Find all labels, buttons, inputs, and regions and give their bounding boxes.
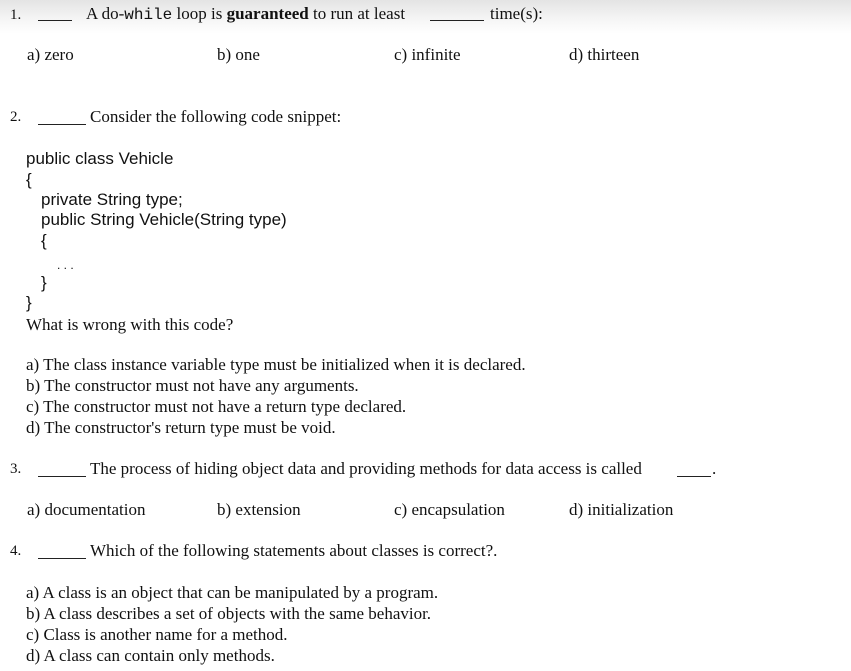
- q1-option-a: a) zero: [27, 45, 74, 64]
- q2-number: 2.: [10, 109, 22, 125]
- q2-question: What is wrong with this code?: [26, 315, 234, 334]
- code-line-6: . . .: [57, 258, 74, 272]
- q1-prefix: A do-: [86, 4, 125, 23]
- q3-tail: .: [712, 459, 717, 478]
- q4-answer-blank: [38, 544, 86, 559]
- q1-answer-blank: [38, 6, 72, 21]
- q3-fill-blank: [677, 462, 711, 477]
- q3-option-d: d) initialization: [569, 500, 674, 519]
- q4-option-a: a) A class is an object that can be manipulated by a program.: [26, 583, 439, 602]
- q4-option-c: c) Class is another name for a method.: [26, 625, 288, 644]
- code-line-2: {: [26, 170, 32, 189]
- q4-option-b: b) A class describes a set of objects with the same behavior.: [26, 604, 432, 623]
- q4-option-d: d) A class can contain only methods.: [26, 646, 275, 665]
- code-line-3: private String type;: [41, 190, 183, 209]
- q1-option-d: d) thirteen: [569, 45, 640, 64]
- q1-middle: loop is: [172, 4, 227, 23]
- q3-option-c: c) encapsulation: [394, 500, 505, 519]
- q3-number: 3.: [10, 461, 22, 477]
- q1-suffix: to run at least: [308, 4, 406, 23]
- q1-fill-blank: [430, 6, 484, 21]
- q1-option-c: c) infinite: [394, 45, 461, 64]
- q2-option-a: a) The class instance variable type must be initialized when it is declared.: [26, 355, 526, 374]
- q4-stem: Which of the following statements about classes is correct?.: [90, 541, 498, 560]
- q2-stem: Consider the following code snippet:: [90, 107, 342, 126]
- q1-keyword: while: [124, 6, 173, 24]
- code-line-1: public class Vehicle: [26, 149, 174, 168]
- q2-option-d: d) The constructor's return type must be void.: [26, 418, 336, 437]
- q3-option-b: b) extension: [217, 500, 301, 519]
- q2-answer-blank: [38, 110, 86, 125]
- q1-bold: guaranteed: [226, 4, 309, 23]
- q1-stem: [86, 4, 405, 25]
- q3-stem: The process of hiding object data and providing methods for data access is called: [90, 459, 642, 478]
- code-line-7: }: [41, 273, 47, 292]
- q1-number: 1.: [10, 7, 22, 23]
- code-line-4: public String Vehicle(String type): [41, 210, 287, 229]
- code-line-5: {: [41, 231, 47, 250]
- q1-tail: time(s):: [490, 4, 543, 23]
- q4-number: 4.: [10, 543, 22, 559]
- q3-option-a: a) documentation: [27, 500, 146, 519]
- code-line-8: }: [26, 293, 32, 312]
- q3-answer-blank: [38, 462, 86, 477]
- q2-option-c: c) The constructor must not have a return type declared.: [26, 397, 407, 416]
- q2-option-b: b) The constructor must not have any arguments.: [26, 376, 359, 395]
- q1-option-b: b) one: [217, 45, 260, 64]
